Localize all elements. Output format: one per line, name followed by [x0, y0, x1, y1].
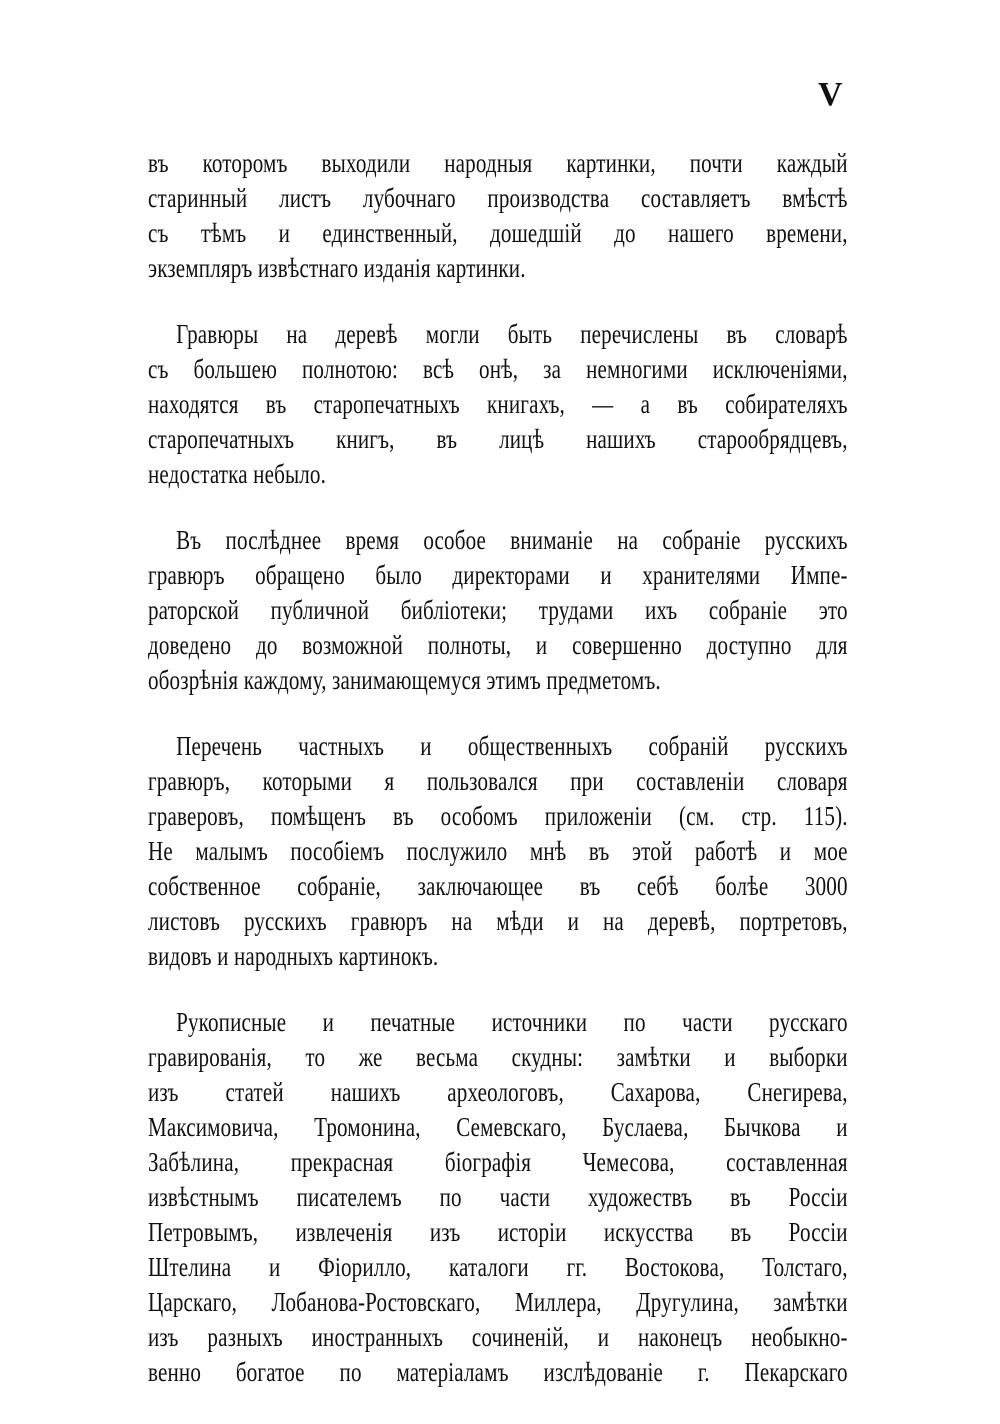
text-line: раторской публичной библіотеки; трудами ихъ собраніе это: [148, 595, 848, 625]
text-line: старинный листъ лубочнаго производства составляетъ вмѣстѣ: [148, 183, 848, 213]
text-line: видовъ и народныхъ картинокъ.: [148, 941, 439, 971]
text-line: Не малымъ пособіемъ послужило мнѣ въ этой работѣ и мое: [148, 836, 848, 866]
text-line: изъ разныхъ иностранныхъ сочиненій, и наконецъ необыкно-: [148, 1322, 848, 1352]
text-line: находятся въ старопечатныхъ книгахъ, — а въ собирателяхъ: [148, 389, 848, 419]
text-line: обозрѣнія каждому, занимающемуся этимъ предметомъ.: [148, 665, 661, 695]
text-line: Забѣлина, прекрасная біографія Чемесова, составленная: [148, 1147, 848, 1177]
text-line: гравюръ, которыми я пользовался при составленіи словаря: [148, 766, 848, 796]
text-line: экземпляръ извѣстнаго изданія картинки.: [148, 253, 526, 283]
text-line: изъ статей нашихъ археологовъ, Сахарова, Снегирева,: [148, 1077, 848, 1107]
text-line: недостатка небыло.: [148, 459, 327, 489]
text-line: Перечень частныхъ и общественныхъ собраній русскихъ: [176, 731, 848, 761]
paragraph-3: [148, 523, 848, 698]
body-text: [148, 146, 848, 1421]
paragraph-4: [148, 729, 848, 974]
text-line: гравированія, то же весьма скудны: замѣтки и выборки: [148, 1042, 848, 1072]
text-line: граверовъ, помѣщенъ въ особомъ приложеніи (см. стр. 115).: [148, 801, 848, 831]
text-line: съ большею полнотою: всѣ онѣ, за немногими исключеніями,: [148, 354, 848, 384]
text-line: въ которомъ выходили народныя картинки, почти каждый: [148, 148, 848, 178]
text-line: листовъ русскихъ гравюръ на мѣди и на деревѣ, портретовъ,: [148, 906, 848, 936]
text-line: доведено до возможной полноты, и совершенно доступно для: [148, 630, 848, 660]
page-number: V: [818, 76, 843, 113]
text-line: венно богатое по матеріаламъ изслѣдованіе г. Пекарскаго: [148, 1357, 848, 1387]
text-line: Царскаго, Лобанова-Ростовскаго, Миллера, Другулина, замѣтки: [148, 1287, 848, 1317]
text-line: Гравюры на деревѣ могли быть перечислены въ словарѣ: [176, 319, 848, 349]
paragraph-2: [148, 317, 848, 492]
text-line: Максимовича, Тромонина, Семевскаго, Буслаева, Бычкова и: [148, 1112, 848, 1142]
text-line: Въ послѣднее время особое вниманіе на собраніе русскихъ: [176, 525, 848, 555]
paragraph-1: [148, 146, 848, 286]
text-line: старопечатныхъ книгъ, въ лицѣ нашихъ старообрядцевъ,: [148, 424, 848, 454]
text-line: гравюръ обращено было директорами и хранителями Импе-: [148, 560, 848, 590]
text-line: Штелина и Фіорилло, каталоги гг. Востокова, Толстаго,: [148, 1252, 848, 1282]
paragraph-5: [148, 1005, 848, 1390]
text-line: извѣстнымъ писателемъ по части художествъ въ Россіи: [148, 1182, 848, 1212]
text-line: Петровымъ, извлеченія изъ исторіи искусства въ Россіи: [148, 1217, 848, 1247]
text-line: Рукописные и печатные источники по части русскаго: [176, 1007, 848, 1037]
text-line: съ тѣмъ и единственный, дошедшій до нашего времени,: [148, 218, 848, 248]
text-line: собственное собраніе, заключающее въ себѣ болѣе 3000: [148, 871, 848, 901]
